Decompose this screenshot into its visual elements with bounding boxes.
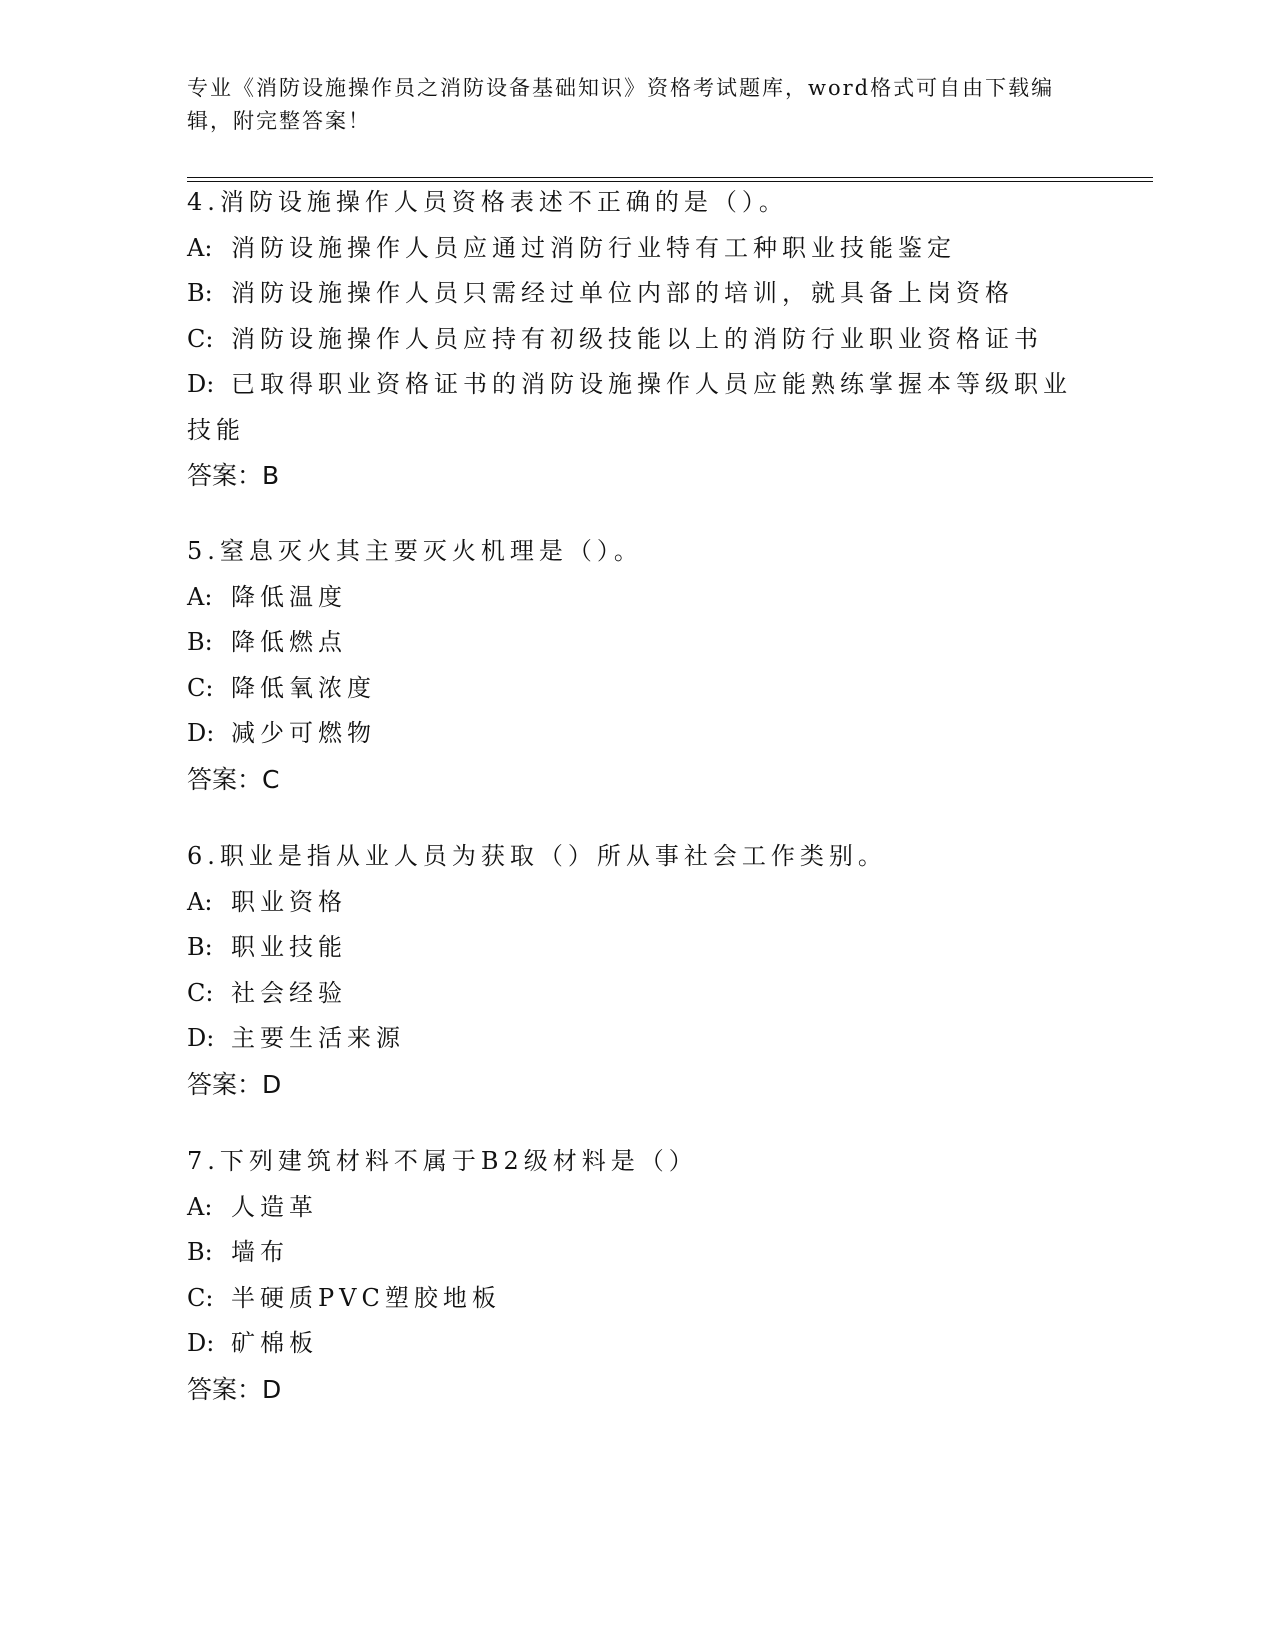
question-7 xyxy=(187,1139,1147,1412)
option-key: A: xyxy=(187,1192,213,1221)
option-key: D: xyxy=(187,1024,215,1052)
option-key: B: xyxy=(187,628,213,656)
option-text: 降低温度 xyxy=(231,582,347,611)
option-key: A: xyxy=(187,233,213,262)
option-key: C: xyxy=(187,1283,214,1312)
option-a xyxy=(187,880,1147,926)
answer-line: 答案：D xyxy=(187,1069,282,1099)
option-a xyxy=(187,1185,1147,1231)
option-key: A: xyxy=(187,887,213,916)
question-stem: 7.下列建筑材料不属于B2级材料是（） xyxy=(187,1147,698,1175)
option-key: B: xyxy=(187,1238,213,1266)
option-key: C: xyxy=(187,673,214,702)
question-5 xyxy=(187,529,1147,802)
option-d xyxy=(187,1016,1147,1062)
question-4 xyxy=(187,180,1147,499)
option-text: 矿棉板 xyxy=(231,1329,318,1357)
option-d-continuation: 技能 xyxy=(187,415,245,444)
option-text: 降低氧浓度 xyxy=(231,673,376,702)
option-key: B: xyxy=(187,933,213,961)
option-c xyxy=(187,971,1147,1017)
option-key: C: xyxy=(187,978,214,1007)
option-b xyxy=(187,1230,1147,1276)
option-text: 人造革 xyxy=(231,1192,318,1221)
option-a xyxy=(187,575,1147,621)
question-stem: 6.职业是指从业人员为获取（）所从事社会工作类别。 xyxy=(187,842,887,870)
option-text: 减少可燃物 xyxy=(231,719,376,747)
option-text: 消防设施操作人员应通过消防行业特有工种职业技能鉴定 xyxy=(231,233,956,262)
option-key: D: xyxy=(187,370,215,398)
option-text: 已取得职业资格证书的消防设施操作人员应能熟练掌握本等级职业 xyxy=(231,370,1072,398)
answer-line: 答案：D xyxy=(187,1374,282,1404)
option-text: 社会经验 xyxy=(231,978,347,1007)
question-6 xyxy=(187,834,1147,1107)
option-key: D: xyxy=(187,719,215,747)
option-a xyxy=(187,226,1147,272)
option-b xyxy=(187,925,1147,971)
question-stem: 5.窒息灭火其主要灭火机理是（）。 xyxy=(187,537,643,565)
option-c xyxy=(187,1276,1147,1322)
answer-line: 答案：C xyxy=(187,764,280,794)
option-text: 职业资格 xyxy=(231,887,347,916)
option-b xyxy=(187,620,1147,666)
answer-line: 答案：B xyxy=(187,461,280,490)
document-header: 专业《消防设施操作员之消防设备基础知识》资格考试题库，word格式可自由下载编辑，附完整答案！ xyxy=(187,76,1055,133)
option-text: 消防设施操作人员应持有初级技能以上的消防行业职业资格证书 xyxy=(231,324,1043,353)
option-d xyxy=(187,711,1147,757)
option-c xyxy=(187,666,1147,712)
option-c xyxy=(187,317,1147,363)
option-text: 消防设施操作人员只需经过单位内部的培训，就具备上岗资格 xyxy=(231,279,1014,307)
option-text: 主要生活来源 xyxy=(231,1024,405,1052)
option-d xyxy=(187,362,1147,408)
option-key: B: xyxy=(187,279,213,307)
option-text: 半硬质PVC塑胶地板 xyxy=(231,1283,501,1312)
question-stem: 4.消防设施操作人员资格表述不正确的是（）。 xyxy=(187,188,788,216)
option-text: 降低燃点 xyxy=(231,628,347,656)
option-b xyxy=(187,271,1147,317)
option-key: C: xyxy=(187,324,214,353)
option-key: A: xyxy=(187,582,213,611)
option-key: D: xyxy=(187,1329,215,1357)
option-text: 墙布 xyxy=(231,1238,289,1266)
option-text: 职业技能 xyxy=(231,933,347,961)
option-d xyxy=(187,1321,1147,1367)
